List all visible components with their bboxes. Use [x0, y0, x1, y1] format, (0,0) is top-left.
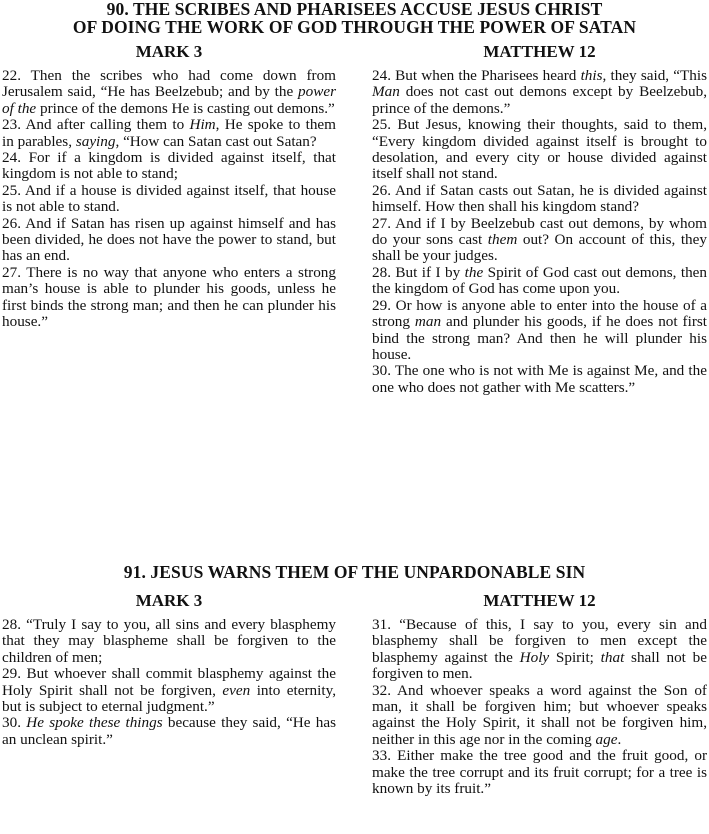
verse-text: does not cast out demons except by Beelzebub, prince of the demons.”: [372, 83, 707, 117]
verse-text: Spirit of God cast out demons, then the kingdom of God has come upon you.: [372, 263, 707, 298]
verse-italic-text: this: [580, 67, 603, 84]
verse-italic-text: them: [487, 231, 518, 249]
verse-italic-text: He spoke these things: [26, 714, 163, 732]
verse-text: 22. Then the scribes who had come down from Jerusalem said, “He has Beelzebub; and by the: [2, 67, 336, 101]
mark-column: [2, 591, 336, 748]
verse: [372, 298, 707, 364]
verse: [2, 265, 336, 331]
verse: [372, 748, 707, 797]
verse: [2, 666, 336, 715]
verse-text: , “How can Satan cast out Satan?: [115, 132, 317, 150]
verse: [372, 363, 707, 396]
section-91: [0, 562, 709, 798]
verse-text: prince of the demons He is casting out demons.”: [36, 99, 335, 117]
verse-text: 25. And if a house is divided against itself, that house is not able to stand.: [2, 181, 336, 216]
verse-text: 27. And if I by Beelzebub cast out demons, by whom do your sons cast: [372, 214, 707, 249]
column-heading: MATTHEW 12: [483, 591, 596, 610]
verse-italic-text: that: [600, 648, 625, 666]
verse-italic-text: Holy: [519, 648, 550, 666]
verse-text: 33. Either make the tree good and the fruit good, or make the tree corrupt and its fruit corrupt; for a tree is known by its fruit.”: [372, 747, 707, 798]
verse-text: and plunder his goods, if he does not first bind the strong man? And then he will plunder his house.: [372, 313, 708, 363]
matthew-column: [372, 42, 707, 396]
verse: [2, 150, 336, 183]
verse: [372, 68, 707, 117]
mark-column: [2, 42, 336, 331]
verse-text: 24. But when the Pharisees heard: [372, 67, 581, 84]
verse-text: 26. And if Satan casts out Satan, he is divided against himself. How then shall his kingdom stand?: [372, 181, 707, 216]
verse-list: [372, 68, 707, 396]
verse: [2, 117, 336, 150]
verse-text: 24. For if a kingdom is divided against itself, that kingdom is not able to stand;: [2, 149, 336, 183]
verse-text: Spirit;: [549, 648, 601, 666]
verse: [372, 265, 707, 298]
verse-text: 30.: [2, 714, 27, 732]
verse: [2, 715, 336, 748]
verse-text: shall not be forgiven to men.: [372, 648, 707, 683]
verse-text: 23. And after calling them to: [2, 116, 190, 134]
verse: [372, 183, 707, 216]
verse-text: 25. But Jesus, knowing their thoughts, said to them, “Every kingdom divided against itself is brought to desolation, and every city or house divided against itself shall not stand.: [372, 116, 707, 183]
verse-text: 30. The one who is not with Me is against Me, and the one who does not gather with Me scatters.”: [372, 362, 707, 396]
verse-list: [372, 617, 707, 797]
matthew-column: [372, 591, 707, 797]
verse: [372, 617, 707, 683]
verse: [2, 183, 336, 216]
column-heading: MATTHEW 12: [483, 42, 596, 61]
verse-text: 29. But whoever shall commit blasphemy against the Holy Spirit shall not be forgiven,: [2, 665, 336, 699]
column-heading: MARK 3: [135, 591, 203, 610]
verse: [372, 216, 707, 265]
verse-italic-text: the: [464, 263, 484, 281]
section-title-line2: OF DOING THE WORK OF GOD THROUGH THE POWER OF SATAN: [72, 17, 637, 37]
verse-text: 28. “Truly I say to you, all sins and every blasphemy that they may blaspheme shall be forgiven to the children of men;: [2, 616, 336, 666]
verse-text: 28. But if I by: [372, 263, 465, 281]
verse-list: [2, 68, 336, 331]
verse-italic-text: Man: [372, 83, 400, 101]
verse-text: , they said, “This: [602, 67, 708, 84]
verse-text: , He spoke to them in parables,: [2, 116, 336, 150]
verse-text: 29. Or how is anyone able to enter into the house of a strong: [372, 296, 707, 331]
section-title: 91. JESUS WARNS THEM OF THE UNPARDONABLE SIN: [123, 562, 586, 582]
verse-text: 31. “Because of this, I say to you, every sin and blasphemy shall be forgiven to men except the blasphemy against the: [372, 616, 707, 666]
verse-text: into eternity, but is subject to eternal judgment.”: [2, 681, 336, 716]
verse-italic-text: saying: [75, 132, 116, 150]
verse-italic-text: man: [414, 313, 442, 331]
column-heading: MARK 3: [135, 42, 203, 61]
verse-italic-text: Him: [189, 116, 216, 134]
verse-text: 26. And if Satan has risen up against himself and has been divided, he does not have the power to stand, but has an end.: [2, 214, 336, 265]
section-title-line1: 90. THE SCRIBES AND PHARISEES ACCUSE JESUS CHRIST: [106, 0, 603, 19]
verse: [372, 117, 707, 183]
verse-list: [2, 617, 336, 748]
verse: [2, 216, 336, 265]
verse-italic-text: age: [595, 730, 618, 748]
verse-text: .: [617, 730, 622, 748]
verse-text: out? On account of this, they shall be your judges.: [372, 231, 707, 265]
verse-text: 32. And whoever speaks a word against the Son of man, it shall be forgiven him; but whoever speaks against the Holy Spirit, it shall not be forgiven him, neither in this age nor in the coming: [372, 681, 707, 748]
verse: [2, 617, 336, 666]
section-90: [0, 0, 709, 396]
verse-italic-text: power of the: [2, 83, 336, 117]
verse-italic-text: even: [222, 681, 251, 699]
verse: [372, 683, 707, 749]
verse: [2, 68, 336, 117]
verse-text: 27. There is no way that anyone who enters a strong man’s house is able to plunder his goods, unless he first binds the strong man; and then he can plunder his house.”: [2, 263, 336, 331]
verse-text: because they said, “He has an unclean spirit.”: [2, 714, 337, 748]
